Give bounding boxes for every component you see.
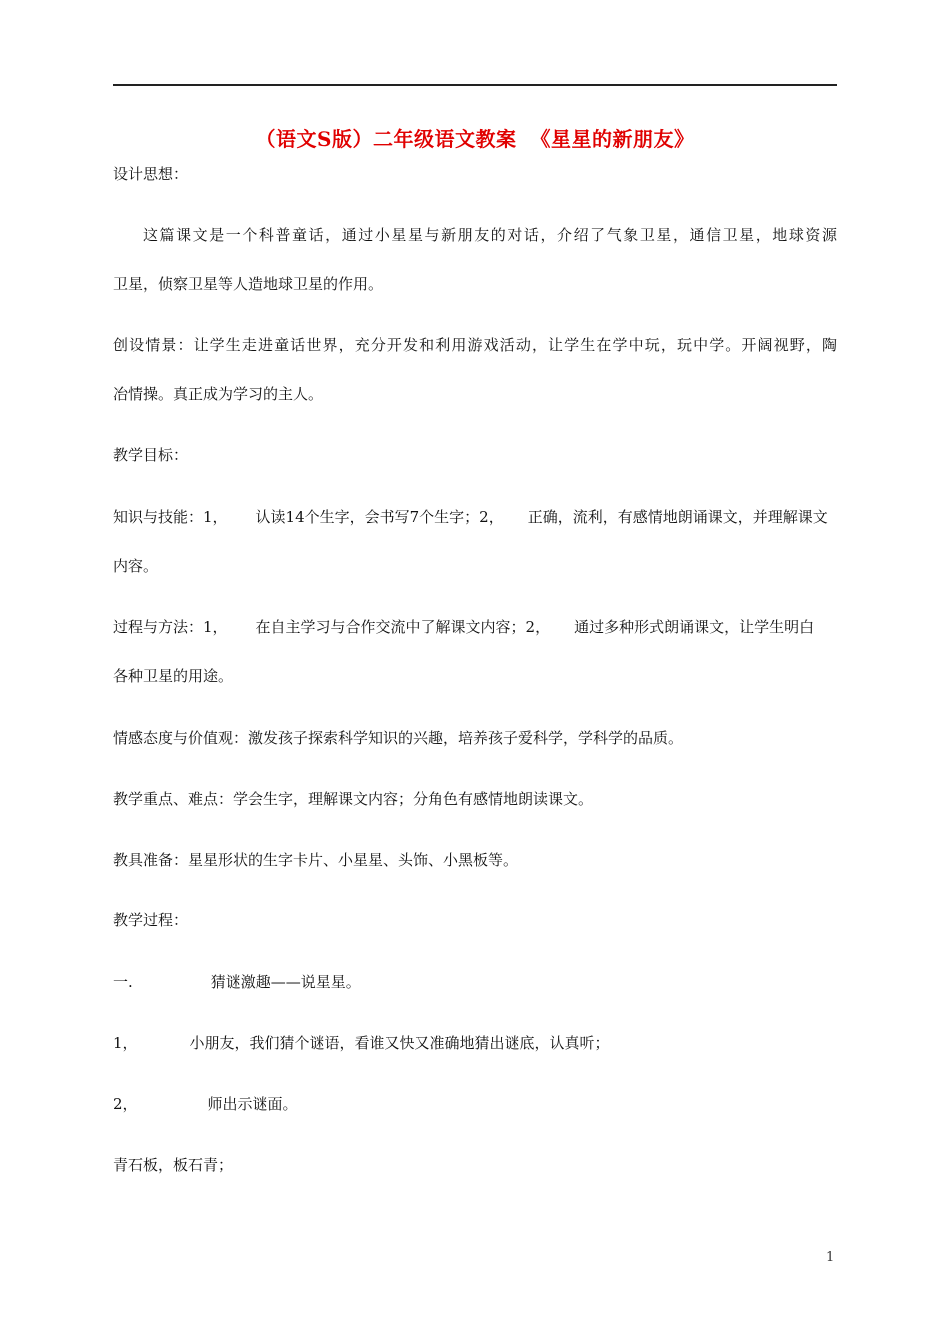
- knowledge-line-1: [113, 507, 837, 527]
- page-number: 1: [826, 1250, 835, 1265]
- goals-heading: 教学目标：: [113, 446, 189, 464]
- step-1-text: 猜谜激趣——说星星。: [210, 973, 361, 991]
- procedure-heading: 教学过程：: [113, 911, 189, 929]
- key-points: 教学重点、难点：学会生字，理解课文内容；分角色有感情地朗读课文。: [113, 790, 594, 808]
- sub-step-1: [113, 1033, 610, 1053]
- sub-step-1-number: 1，: [113, 1034, 138, 1052]
- knowledge-item-2: 正确，流利，有感情地朗诵课文，并理解课文: [527, 508, 828, 526]
- step-1-number: 一.: [113, 973, 133, 991]
- sub-step-2-number: 2，: [113, 1095, 138, 1113]
- sub-step-1-text: 小朋友，我们猜个谜语，看谁又快又准确地猜出谜底，认真听；: [189, 1034, 610, 1052]
- scenario-line-1: 创设情景：让学生走进童话世界，充分开发和利用游戏活动，让学生在学中玩，玩中学。开阔视野，陶: [113, 336, 837, 354]
- process-line-2: 各种卫星的用途。: [113, 667, 234, 685]
- riddle-line: 青石板，板石青；: [113, 1156, 234, 1174]
- process-label: 过程与方法：1，: [113, 618, 228, 636]
- materials: 教具准备：星星形状的生字卡片、小星星、头饰、小黑板等。: [113, 851, 519, 869]
- process-line-1: [113, 617, 837, 637]
- title-part-1: （语文S版）二年级语文教案: [255, 127, 517, 151]
- design-heading: 设计思想：: [113, 165, 189, 183]
- design-paragraph-line-2: 卫星，侦察卫星等人造地球卫星的作用。: [113, 275, 384, 293]
- emotion-goal: 情感态度与价值观：激发孩子探索科学知识的兴趣，培养孩子爱科学，学科学的品质。: [113, 729, 684, 747]
- title-part-2: 《星星的新朋友》: [530, 127, 695, 151]
- design-paragraph-line-1: 这篇课文是一个科普童话，通过小星星与新朋友的对话，介绍了气象卫星，通信卫星，地球资源: [143, 226, 837, 244]
- step-1: [113, 972, 361, 992]
- document-title: [0, 123, 950, 152]
- scenario-line-2: 冶情操。真正成为学习的主人。: [113, 385, 324, 403]
- header-rule: [113, 84, 837, 86]
- process-item-1: 在自主学习与合作交流中了解课文内容；2，: [255, 618, 551, 636]
- knowledge-line-2: 内容。: [113, 557, 159, 575]
- knowledge-item-1: 认读14个生字，会书写7个生字；2，: [255, 508, 504, 526]
- process-item-2: 通过多种形式朗诵课文，让学生明白: [574, 618, 815, 636]
- knowledge-label: 知识与技能：1，: [113, 508, 228, 526]
- sub-step-2: [113, 1094, 298, 1114]
- sub-step-2-text: 师出示谜面。: [207, 1095, 298, 1113]
